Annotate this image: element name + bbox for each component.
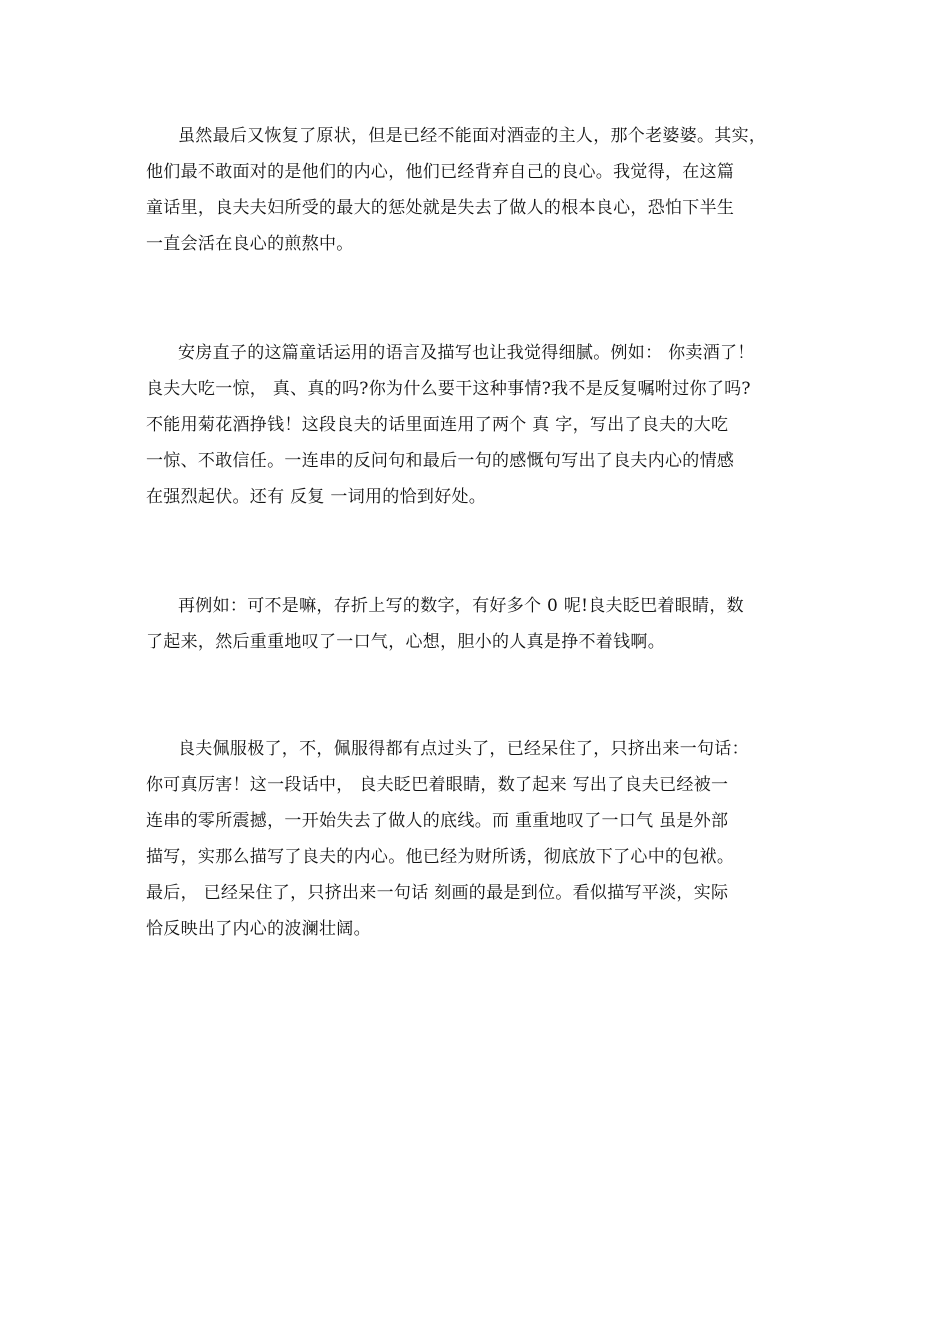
paragraph-line: 恰反映出了内心的波澜壮阔。 [146, 919, 371, 939]
paragraph-line: 连串的零所震撼，一开始失去了做人的底线。而 重重地叹了一口气 虽是外部 [146, 811, 729, 831]
paragraph-line: 安房直子的这篇童话运用的语言及描写也让我觉得细腻。例如： 你卖酒了！ [178, 343, 755, 363]
paragraph-line: 童话里，良夫夫妇所受的最大的惩处就是失去了做人的根本良心，恐怕下半生 [146, 198, 735, 218]
paragraph-2 [146, 335, 826, 515]
paragraph-line: 良夫大吃一惊， 真、真的吗?你为什么要干这种事情?我不是反复嘱咐过你了吗? [146, 379, 751, 399]
paragraph-line: 你可真厉害！这一段话中， 良夫眨巴着眼睛，数了起来 写出了良夫已经被一 [146, 775, 729, 795]
paragraph-line: 了起来，然后重重地叹了一口气，心想，胆小的人真是挣不着钱啊。 [146, 632, 665, 652]
paragraph-line: 不能用菊花酒挣钱！这段良夫的话里面连用了两个 真 字，写出了良夫的大吃 [146, 415, 729, 435]
paragraph-line: 一惊、不敢信任。一连串的反问句和最后一句的感慨句写出了良夫内心的情感 [146, 451, 735, 471]
paragraph-line: 良夫佩服极了，不，佩服得都有点过头了，已经呆住了，只挤出来一句话： [178, 739, 749, 759]
paragraph-line: 最后， 已经呆住了，只挤出来一句话 刻画的最是到位。看似描写平淡，实际 [146, 883, 729, 903]
paragraph-line: 他们最不敢面对的是他们的内心，他们已经背弃自己的良心。我觉得，在这篇 [146, 162, 735, 182]
paragraph-line: 虽然最后又恢复了原状，但是已经不能面对酒壶的主人，那个老婆婆。其实， [178, 126, 767, 146]
paragraph-line: 再例如：可不是嘛，存折上写的数字，有好多个 0 呢!良夫眨巴着眼睛，数 [178, 596, 744, 616]
paragraph-line: 一直会活在良心的煎熬中。 [146, 234, 354, 254]
paragraph-1 [146, 118, 826, 262]
paragraph-4 [146, 731, 826, 947]
paragraph-line: 在强烈起伏。还有 反复 一词用的恰到好处。 [146, 487, 487, 507]
paragraph-3 [146, 588, 826, 660]
paragraph-line: 描写，实那么描写了良夫的内心。他已经为财所诱，彻底放下了心中的包袱。 [146, 847, 735, 867]
